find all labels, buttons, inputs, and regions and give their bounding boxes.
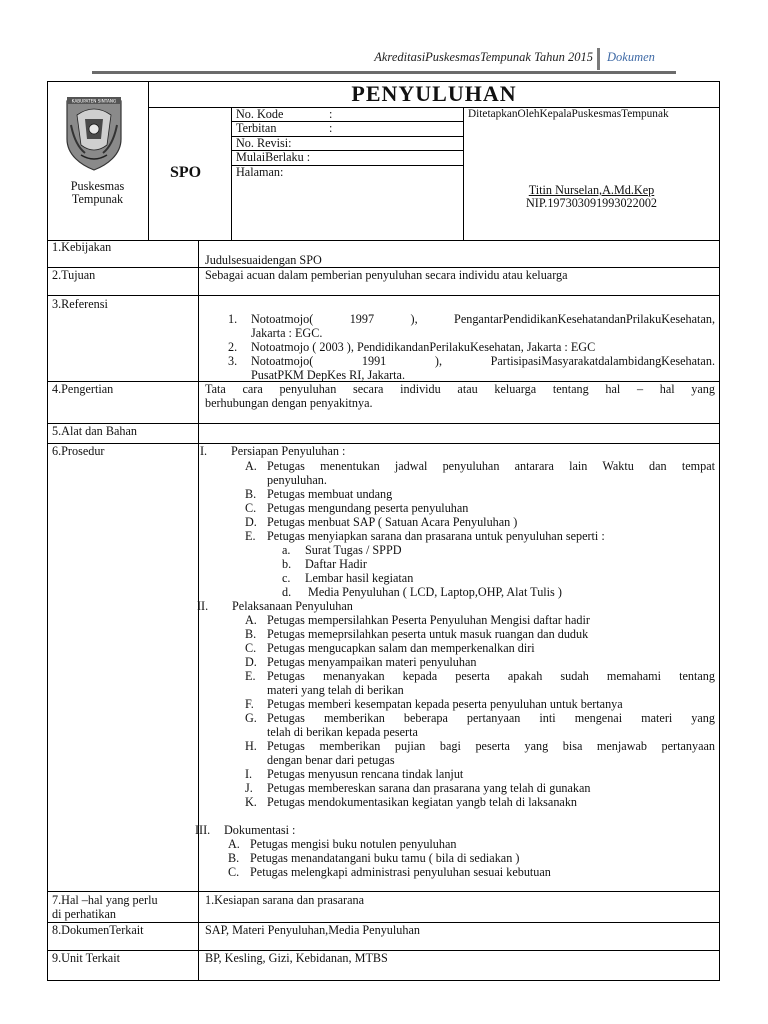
tujuan-label: 2.Tujuan — [52, 268, 96, 282]
sub-item: Media Penyuluhan ( LCD, Laptop,OHP, Alat Tulis ) — [308, 585, 562, 599]
referensi-item-cont: Jakarta : EGC. — [251, 326, 323, 340]
step-letter: F. — [245, 697, 254, 711]
kebijakan-label: 1.Kebijakan — [52, 240, 112, 254]
step-text-cont: dengan benar dari petugas — [267, 753, 395, 767]
prosedur-section-num: III. — [195, 823, 211, 837]
divider — [47, 891, 720, 892]
sub-letter: c. — [282, 571, 291, 585]
step-text: Petugas menentukan jadwal penyuluhan antarara lain Waktu dan tempat — [267, 459, 715, 473]
step-letter: A. — [228, 837, 240, 851]
hal-label-cont: di perhatikan — [52, 907, 116, 921]
approval-name: Titin Nurselan,A.Md.Kep — [528, 183, 655, 197]
approval-heading: DitetapkanOlehKepalaPuskesmasTempunak — [468, 108, 669, 120]
step-text: Petugas mengucapkan salam dan memperkenalkan diri — [267, 641, 535, 655]
header-divider — [597, 48, 600, 70]
meta-kode-label: No. Kode — [236, 107, 284, 121]
step-letter: C. — [245, 641, 257, 655]
step-text: Petugas memberikan pujian bagi peserta yang bisa menjawab pertanyaan — [267, 739, 715, 753]
header-doc-label: Dokumen — [607, 50, 655, 64]
step-letter: H. — [245, 739, 257, 753]
step-letter: E. — [245, 529, 256, 543]
step-text: Petugas menyampaikan materi penyuluhan — [267, 655, 477, 669]
step-text: Petugas melengkapi administrasi penyuluhan sesuai kebutuan — [250, 865, 551, 879]
step-letter: B. — [228, 851, 240, 865]
prosedur-section-title: Dokumentasi : — [224, 823, 296, 837]
prosedur-section-title: Persiapan Penyuluhan : — [231, 444, 346, 458]
step-text: Petugas mendokumentasikan kegiatan yangb telah di laksanakn — [267, 795, 578, 809]
sub-letter: b. — [282, 557, 292, 571]
sub-letter: a. — [282, 543, 291, 557]
prosedur-label: 6.Prosedur — [52, 444, 105, 458]
meta-halaman-label: Halaman: — [236, 165, 284, 179]
sub-item: Daftar Hadir — [305, 557, 367, 571]
approval-nip: NIP.197303091993022002 — [525, 196, 658, 210]
document-title: PENYULUHAN — [351, 81, 517, 106]
step-letter: I. — [245, 767, 253, 781]
referensi-item-cont: PusatPKM DepKes RI, Jakarta. — [251, 368, 406, 382]
step-text: Petugas membereskan sarana dan prasarana yang telah di gunakan — [267, 781, 591, 795]
step-text: Petugas mengundang peserta penyuluhan — [267, 501, 469, 515]
referensi-num: 2. — [228, 340, 238, 354]
header-rule — [92, 71, 676, 74]
step-letter: A. — [245, 613, 257, 627]
step-letter: C. — [228, 865, 240, 879]
pengertian-text-cont: berhubungan dengan penyakitnya. — [205, 396, 373, 410]
step-text: Petugas membuat undang — [267, 487, 393, 501]
step-text: Petugas mempersilahkan Peserta Penyuluhan Mengisi daftar hadir — [267, 613, 590, 627]
institution-line2: Tempunak — [71, 192, 124, 206]
referensi-label: 3.Referensi — [52, 297, 108, 311]
meta-kode-sep: : — [329, 107, 333, 121]
dokumen-text: SAP, Materi Penyuluhan,Media Penyuluhan — [205, 923, 420, 937]
prosedur-section-num: II. — [197, 599, 209, 613]
divider — [463, 107, 464, 240]
step-text: Petugas menanyakan kepada peserta apakah sudah memahami tentang — [267, 669, 715, 683]
referensi-item: Notoatmojo ( 2003 ), PendidikandanPerilakuKesehatan, Jakarta : EGC — [251, 340, 596, 354]
step-letter: A. — [245, 459, 257, 473]
referensi-item: Notoatmojo( 1997 ), PengantarPendidikanKesehatandanPrilakuKesehatan, — [251, 312, 715, 326]
meta-terbitan-sep: : — [329, 121, 333, 135]
step-letter: J. — [245, 781, 253, 795]
unit-label: 9.Unit Terkait — [52, 951, 120, 965]
unit-text: BP, Kesling, Gizi, Kebidanan, MTBS — [205, 951, 388, 965]
step-letter: C. — [245, 501, 257, 515]
hal-text: 1.Kesiapan sarana dan prasarana — [205, 893, 365, 907]
divider — [231, 107, 232, 240]
kebijakan-text: Judulsesuaidengan SPO — [205, 253, 322, 267]
step-letter: D. — [245, 515, 257, 529]
institution-line1: Puskesmas — [70, 179, 125, 193]
divider — [47, 443, 720, 444]
divider — [47, 295, 720, 296]
step-text-cont: telah di berikan kepada peserta — [267, 725, 418, 739]
referensi-item: Notoatmojo( 1991 ), PartisipasiMasyarakatdalambidangKesehatan. — [251, 354, 715, 368]
divider — [47, 423, 720, 424]
hal-label: 7.Hal –hal yang perlu — [52, 893, 158, 907]
step-letter: E. — [245, 669, 256, 683]
sub-item: Surat Tugas / SPPD — [305, 543, 402, 557]
step-text: Petugas mengisi buku notulen penyuluhan — [250, 837, 457, 851]
dokumen-label: 8.DokumenTerkait — [52, 923, 144, 937]
pengertian-label: 4.Pengertian — [52, 382, 114, 396]
step-text: Petugas memeprsilahkan peserta untuk masuk ruangan dan duduk — [267, 627, 589, 641]
sub-item: Lembar hasil kegiatan — [305, 571, 414, 585]
step-text: Petugas menyiapkan sarana dan prasarana untuk penyuluhan seperti : — [267, 529, 605, 543]
referensi-num: 1. — [228, 312, 238, 326]
step-text: Petugas memberi kesempatan kepada peserta penyuluhan untuk bertanya — [267, 697, 623, 711]
step-text: Petugas menandatangani buku tamu ( bila di sediakan ) — [250, 851, 520, 865]
kabupaten-emblem-icon — [63, 95, 125, 171]
step-text: Petugas memberikan beberapa pertanyaan inti mengenai materi yang — [267, 711, 715, 725]
spo-label: SPO — [170, 164, 202, 181]
sub-letter: d. — [282, 585, 292, 599]
divider — [47, 240, 720, 241]
step-letter: D. — [245, 655, 257, 669]
referensi-num: 3. — [228, 354, 238, 368]
step-letter: G. — [245, 711, 257, 725]
meta-revisi-label: No. Revisi: — [236, 136, 292, 150]
alat-label: 5.Alat dan Bahan — [52, 424, 137, 438]
step-letter: B. — [245, 487, 257, 501]
step-text: Petugas menyusun rencana tindak lanjut — [267, 767, 464, 781]
step-letter: B. — [245, 627, 257, 641]
prosedur-section-num: I. — [200, 444, 208, 458]
header-title: AkreditasiPuskesmasTempunak Tahun 2015 — [374, 50, 593, 64]
pengertian-text: Tata cara penyuluhan secara individu atau keluarga tentang hal – hal yang — [205, 382, 715, 396]
prosedur-section-title: Pelaksanaan Penyuluhan — [232, 599, 353, 613]
tujuan-text: Sebagai acuan dalam pemberian penyuluhan secara individu atau keluarga — [205, 268, 568, 282]
meta-terbitan-label: Terbitan — [236, 121, 277, 135]
meta-mulai-label: MulaiBerlaku : — [236, 150, 311, 164]
emblem-caption: KABUPATEN SINTANG — [71, 98, 117, 104]
step-letter: K. — [245, 795, 257, 809]
step-text: Petugas menbuat SAP ( Satuan Acara Penyuluhan ) — [267, 515, 518, 529]
step-text-cont: penyuluhan. — [267, 473, 327, 487]
step-text-cont: materi yang telah di berikan — [267, 683, 404, 697]
